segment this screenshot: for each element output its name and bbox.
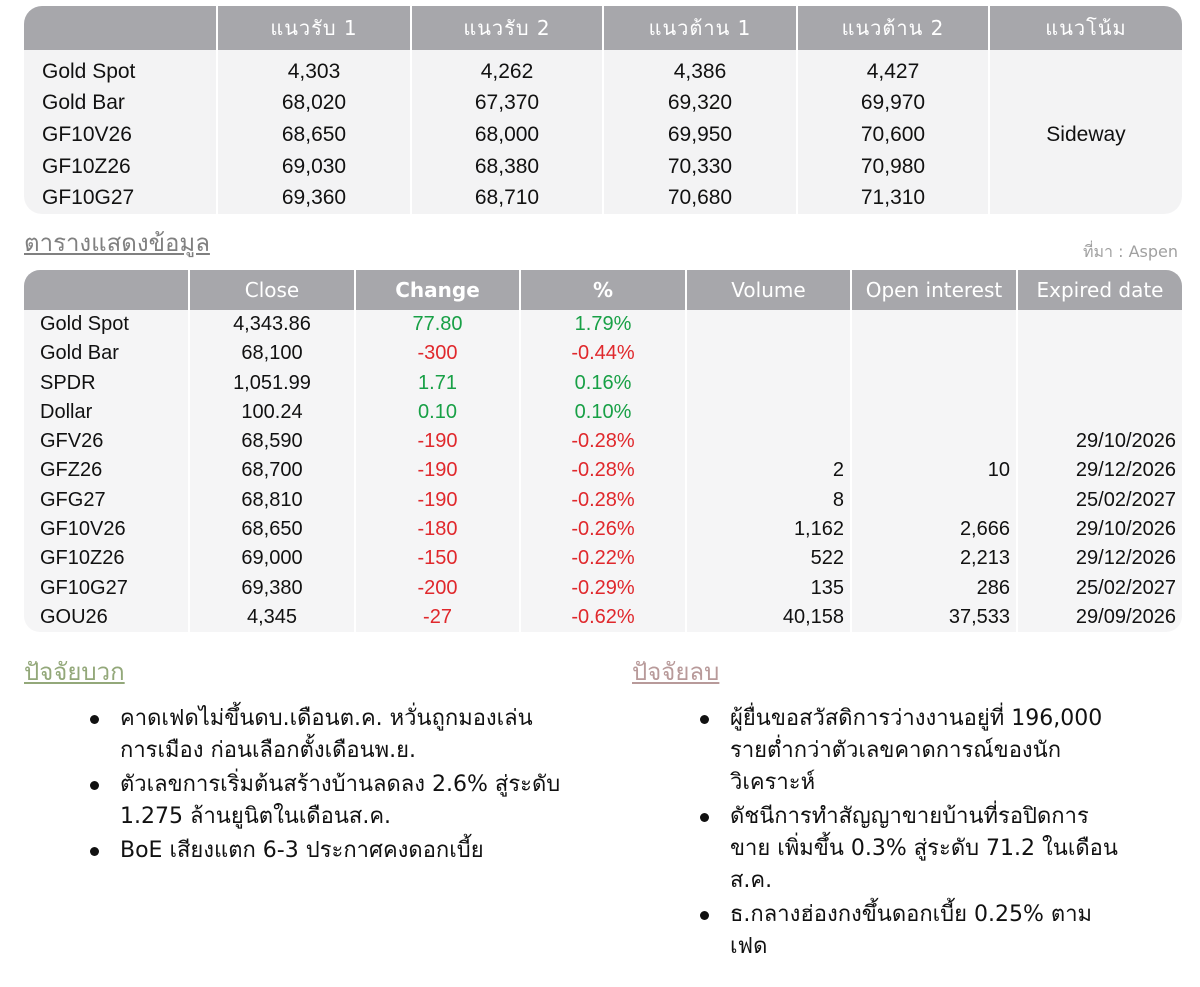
sr-resistance-2: 69,970	[796, 88, 988, 120]
md-percent: -0.44%	[519, 339, 685, 368]
factor-text: ธ.กลางฮ่องกงขึ้นดอกเบี้ย 0.25% ตามเฟด	[730, 902, 1093, 959]
table-row	[24, 515, 1182, 544]
md-instrument: GF10G27	[40, 576, 128, 599]
md-percent: -0.62%	[519, 603, 685, 632]
sr-resistance-2: 4,427	[796, 50, 988, 88]
md-change: -150	[354, 544, 519, 573]
negative-factors-list	[700, 703, 1120, 965]
md-open-interest	[850, 369, 1016, 398]
md-close: 68,590	[188, 427, 354, 456]
md-instrument: Dollar	[40, 400, 93, 423]
md-open-interest: 2,213	[850, 544, 1016, 573]
md-instrument: SPDR	[40, 371, 96, 394]
md-open-interest: 10	[850, 456, 1016, 485]
md-volume: 40,158	[685, 603, 850, 632]
sr-support-1: 69,360	[216, 182, 410, 214]
sr-header-row	[24, 6, 1182, 50]
md-instrument: Gold Spot	[40, 313, 129, 336]
factor-text: BoE เสียงแตก 6-3 ประกาศคงดอกเบี้ย	[120, 838, 484, 863]
sr-header-resistance-2: แนวต้าน 2	[796, 6, 988, 50]
sr-resistance-2: 70,980	[796, 151, 988, 183]
sr-resistance-1: 70,330	[602, 151, 796, 183]
market-data-table	[24, 270, 1182, 632]
sr-instrument: Gold Bar	[42, 91, 125, 115]
md-expired-date: 25/02/2027	[1016, 573, 1182, 602]
md-instrument: GF10Z26	[40, 547, 125, 570]
md-percent: -0.28%	[519, 427, 685, 456]
positive-factors-title: ปัจจัยบวก	[24, 658, 125, 686]
sr-header-support-2: แนวรับ 2	[410, 6, 602, 50]
bullet-icon	[700, 911, 709, 920]
md-open-interest	[850, 486, 1016, 515]
sr-support-1: 69,030	[216, 151, 410, 183]
list-item	[700, 801, 1120, 897]
md-change: -27	[354, 603, 519, 632]
md-open-interest	[850, 427, 1016, 456]
md-change: -190	[354, 427, 519, 456]
md-expired-date: 29/10/2026	[1016, 427, 1182, 456]
list-item	[700, 899, 1120, 963]
sr-support-1: 68,650	[216, 119, 410, 151]
sr-resistance-2: 71,310	[796, 182, 988, 214]
factor-text: ดัชนีการทำสัญญาขายบ้านที่รอปิดการขาย เพิ่มขึ้น 0.3% สู่ระดับ 71.2 ในเดือนส.ค.	[730, 804, 1118, 893]
md-volume	[685, 310, 850, 339]
md-change: -190	[354, 456, 519, 485]
md-expired-date	[1016, 398, 1182, 427]
md-header-volume: Volume	[685, 270, 850, 310]
sr-support-1: 4,303	[216, 50, 410, 88]
negative-factors-title: ปัจจัยลบ	[632, 658, 720, 686]
md-percent: -0.28%	[519, 456, 685, 485]
md-volume: 135	[685, 573, 850, 602]
md-change: 1.71	[354, 369, 519, 398]
md-close: 4,343.86	[188, 310, 354, 339]
md-expired-date: 29/09/2026	[1016, 603, 1182, 632]
md-close: 68,700	[188, 456, 354, 485]
bullet-icon	[90, 781, 99, 790]
sr-header-blank	[24, 6, 216, 50]
table-row	[24, 573, 1182, 602]
sr-instrument: Gold Spot	[42, 59, 136, 83]
data-table-title: ตารางแสดงข้อมูล	[24, 229, 210, 257]
sr-support-1: 68,020	[216, 88, 410, 120]
table-row	[24, 603, 1182, 632]
source-note: ที่มา : Aspen	[1082, 242, 1178, 261]
market-data-body	[24, 310, 1182, 632]
list-item	[90, 769, 580, 833]
md-percent: -0.29%	[519, 573, 685, 602]
md-header-open-interest: Open interest	[850, 270, 1016, 310]
list-item	[90, 703, 580, 767]
bullet-icon	[90, 715, 99, 724]
md-expired-date	[1016, 310, 1182, 339]
md-volume: 522	[685, 544, 850, 573]
table-row	[24, 369, 1182, 398]
md-instrument: Gold Bar	[40, 342, 119, 365]
sr-instrument: GF10Z26	[42, 154, 131, 178]
md-header-blank	[24, 270, 188, 310]
table-row	[24, 427, 1182, 456]
list-item	[90, 835, 580, 867]
md-close: 68,100	[188, 339, 354, 368]
md-volume: 8	[685, 486, 850, 515]
md-header-row	[24, 270, 1182, 310]
sr-support-2: 68,380	[410, 151, 602, 183]
table-row	[24, 50, 1182, 88]
md-instrument: GF10V26	[40, 517, 126, 540]
md-expired-date: 29/10/2026	[1016, 515, 1182, 544]
md-percent: -0.26%	[519, 515, 685, 544]
table-row	[24, 486, 1182, 515]
sr-support-2: 68,000	[410, 119, 602, 151]
sr-instrument: GF10V26	[42, 123, 132, 147]
md-close: 100.24	[188, 398, 354, 427]
md-header-change: Change	[354, 270, 519, 310]
factor-text: คาดเฟดไม่ขึ้นดบ.เดือนต.ค. หวั่นถูกมองเล่นการเมือง ก่อนเลือกตั้งเดือนพ.ย.	[120, 706, 533, 763]
md-change: 0.10	[354, 398, 519, 427]
bullet-icon	[700, 813, 709, 822]
md-open-interest: 2,666	[850, 515, 1016, 544]
md-close: 1,051.99	[188, 369, 354, 398]
sr-header-resistance-1: แนวต้าน 1	[602, 6, 796, 50]
support-resistance-table	[24, 6, 1182, 214]
md-change: -190	[354, 486, 519, 515]
md-open-interest	[850, 339, 1016, 368]
md-close: 4,345	[188, 603, 354, 632]
md-close: 68,650	[188, 515, 354, 544]
md-percent: 0.16%	[519, 369, 685, 398]
factor-text: ผู้ยื่นขอสวัสดิการว่างงานอยู่ที่ 196,000 รายต่ำกว่าตัวเลขคาดการณ์ของนักวิเคราะห์	[730, 706, 1103, 795]
md-change: -200	[354, 573, 519, 602]
md-volume	[685, 339, 850, 368]
md-change: -180	[354, 515, 519, 544]
md-instrument: GOU26	[40, 605, 108, 628]
md-open-interest: 37,533	[850, 603, 1016, 632]
md-header-expired-date: Expired date	[1016, 270, 1182, 310]
md-close: 69,000	[188, 544, 354, 573]
md-volume	[685, 398, 850, 427]
md-instrument: GFZ26	[40, 459, 103, 482]
bullet-icon	[90, 847, 99, 856]
table-row	[24, 544, 1182, 573]
table-row	[24, 310, 1182, 339]
sr-resistance-1: 69,320	[602, 88, 796, 120]
md-instrument: GFG27	[40, 488, 106, 511]
md-expired-date: 25/02/2027	[1016, 486, 1182, 515]
md-expired-date	[1016, 369, 1182, 398]
md-volume	[685, 427, 850, 456]
sr-support-2: 67,370	[410, 88, 602, 120]
sr-resistance-1: 69,950	[602, 119, 796, 151]
md-instrument: GFV26	[40, 430, 104, 453]
md-header-close: Close	[188, 270, 354, 310]
sr-support-2: 68,710	[410, 182, 602, 214]
sr-trend-value: Sideway	[988, 50, 1182, 214]
sr-resistance-1: 4,386	[602, 50, 796, 88]
factor-text: ตัวเลขการเริ่มต้นสร้างบ้านลดลง 2.6% สู่ระดับ 1.275 ล้านยูนิตในเดือนส.ค.	[120, 772, 561, 829]
md-volume: 2	[685, 456, 850, 485]
list-item	[700, 703, 1120, 799]
table-row	[24, 398, 1182, 427]
sr-header-support-1: แนวรับ 1	[216, 6, 410, 50]
md-change: 77.80	[354, 310, 519, 339]
md-close: 69,380	[188, 573, 354, 602]
md-open-interest	[850, 398, 1016, 427]
sr-resistance-2: 70,600	[796, 119, 988, 151]
md-percent: -0.22%	[519, 544, 685, 573]
md-percent: 0.10%	[519, 398, 685, 427]
md-expired-date: 29/12/2026	[1016, 456, 1182, 485]
bullet-icon	[700, 715, 709, 724]
table-row	[24, 456, 1182, 485]
md-expired-date: 29/12/2026	[1016, 544, 1182, 573]
md-change: -300	[354, 339, 519, 368]
sr-support-2: 4,262	[410, 50, 602, 88]
positive-factors-list	[90, 703, 580, 869]
md-expired-date	[1016, 339, 1182, 368]
md-header-percent: %	[519, 270, 685, 310]
sr-header-trend: แนวโน้ม	[988, 6, 1182, 50]
sr-resistance-1: 70,680	[602, 182, 796, 214]
md-open-interest	[850, 310, 1016, 339]
md-open-interest: 286	[850, 573, 1016, 602]
sr-instrument: GF10G27	[42, 186, 135, 210]
md-percent: 1.79%	[519, 310, 685, 339]
md-volume: 1,162	[685, 515, 850, 544]
md-volume	[685, 369, 850, 398]
table-row	[24, 339, 1182, 368]
md-close: 68,810	[188, 486, 354, 515]
md-percent: -0.28%	[519, 486, 685, 515]
